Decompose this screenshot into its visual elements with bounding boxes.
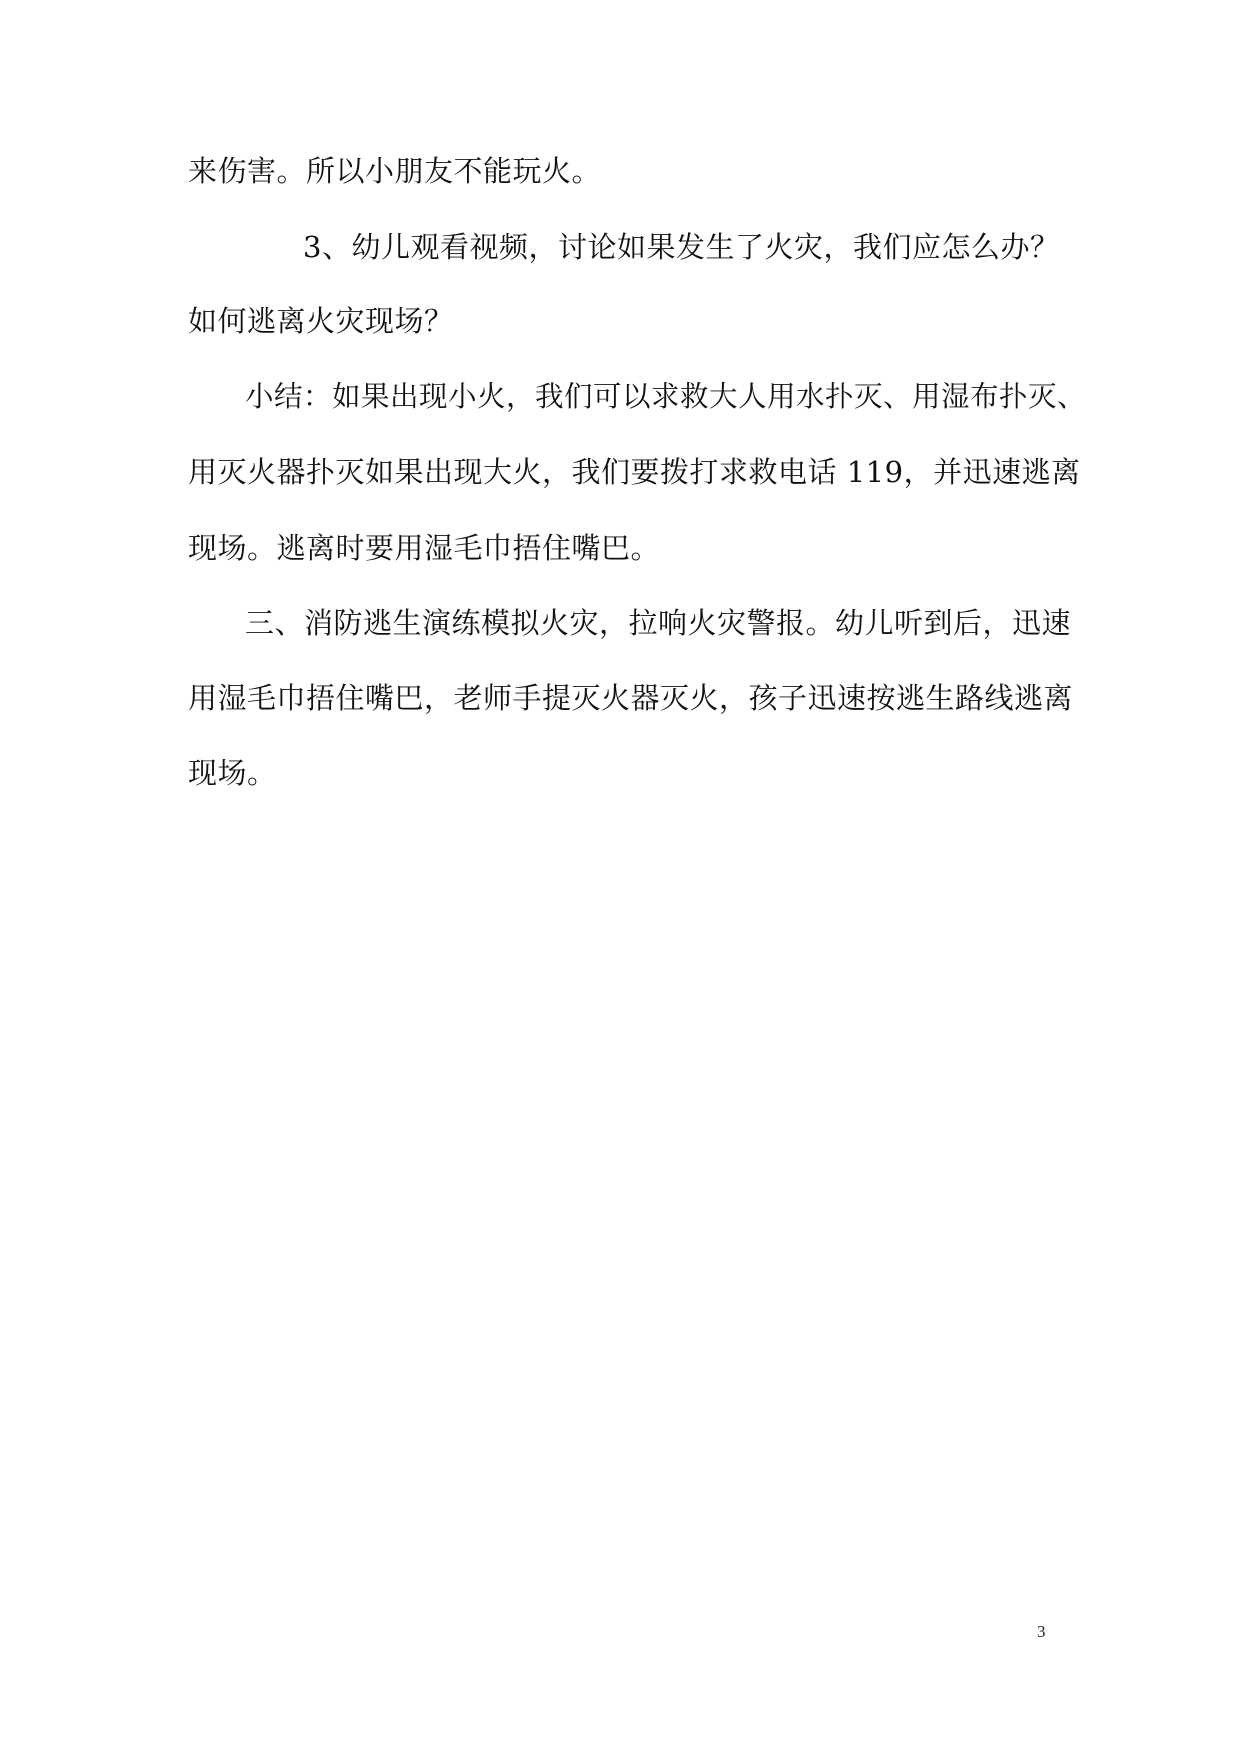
paragraph-line: 现场。 [188,756,277,790]
page-number: 3 [1037,1622,1046,1641]
paragraph-line: 用湿毛巾捂住嘴巴，老师手提灭火器灭火，孩子迅速按逃生路线逃离 [188,681,1074,715]
paragraph-line: 如何逃离火灾现场？ [188,304,454,338]
paragraph-line: 小结：如果出现小火，我们可以求救大人用水扑灭、用湿布扑灭、 [245,380,1087,413]
paragraph-line: 现场。逃离时要用湿毛巾捂住嘴巴。 [188,531,661,565]
paragraph-line: 三、消防逃生演练模拟火灾，拉响火灾警报。幼儿听到后，迅速 [245,606,1072,640]
paragraph-line: 用灭火器扑灭如果出现大火，我们要拨打求救电话 119，并迅速逃离 [188,455,1081,489]
paragraph-line: 3、幼儿观看视频，讨论如果发生了火灾，我们应怎么办？ [303,230,1060,264]
paragraph-line: 来伤害。所以小朋友不能玩火。 [188,154,602,188]
